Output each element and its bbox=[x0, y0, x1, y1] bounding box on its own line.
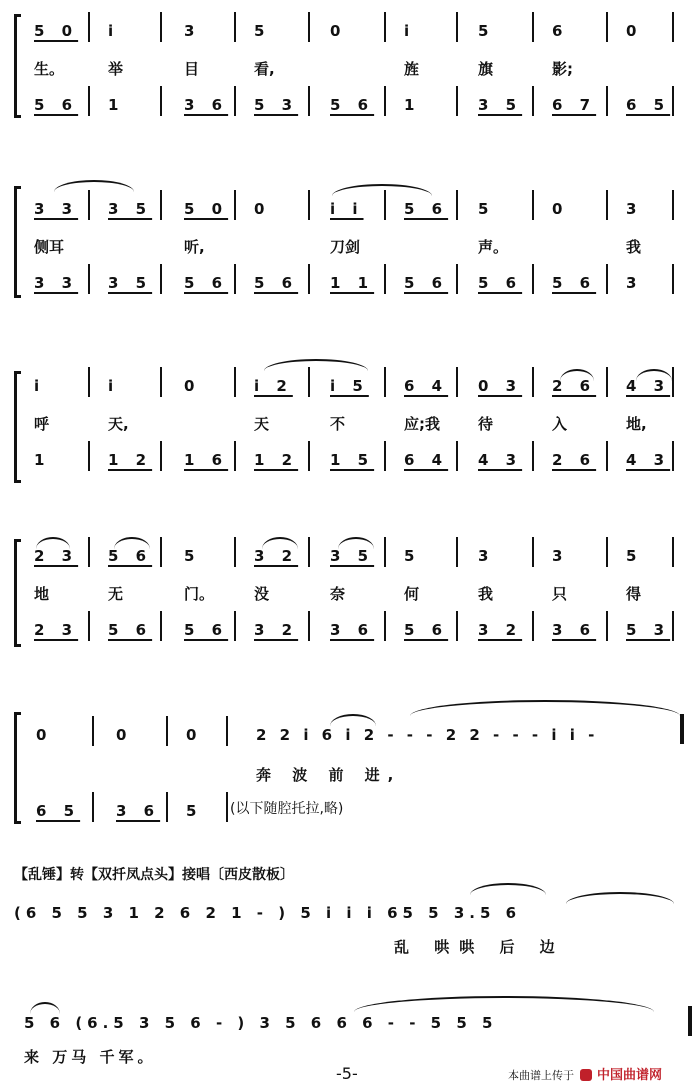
melody-note: 3 5 bbox=[108, 200, 153, 218]
lyric-syllable: 影; bbox=[552, 60, 573, 78]
lyric-syllable: 只 bbox=[552, 585, 568, 603]
accompaniment-note: 1 2 bbox=[254, 451, 299, 469]
accompaniment-note: 5 6 bbox=[184, 621, 229, 639]
barline bbox=[234, 190, 236, 220]
barline bbox=[88, 190, 90, 220]
barline bbox=[234, 367, 236, 397]
melody-note: 2 3 bbox=[34, 547, 79, 565]
melody-note: 2 6 bbox=[552, 377, 597, 395]
lyric-syllable: 门。 bbox=[184, 585, 215, 603]
barline bbox=[88, 264, 90, 294]
barline bbox=[456, 537, 458, 567]
lyric-syllable: 天 bbox=[254, 415, 270, 433]
accompaniment-note: 6 5 bbox=[626, 96, 671, 114]
section-header: 【乱锤】转【双扦凤点头】接唱〔西皮散板〕 bbox=[14, 867, 294, 883]
melody-note: 5 bbox=[404, 547, 421, 565]
lyric-syllable: 生。 bbox=[34, 60, 65, 78]
lyric-syllable: 待 bbox=[478, 415, 494, 433]
slur bbox=[332, 184, 432, 196]
accompaniment-note: 1 1 bbox=[330, 274, 375, 292]
barline bbox=[532, 537, 534, 567]
barline bbox=[384, 12, 386, 42]
barline bbox=[160, 264, 162, 294]
page-number: -5- bbox=[336, 1064, 358, 1083]
accompaniment-note: 5 6 bbox=[184, 274, 229, 292]
barline bbox=[606, 12, 608, 42]
lyrics-line-7: 来 万马 千军。 bbox=[24, 1048, 157, 1066]
accompaniment-note: 5 6 bbox=[108, 621, 153, 639]
barline bbox=[672, 367, 674, 397]
lyric-syllable: 我 bbox=[478, 585, 494, 603]
barline bbox=[532, 12, 534, 42]
lyric-syllable: 呼 bbox=[34, 415, 50, 433]
slur bbox=[54, 180, 134, 192]
melody-note: 3 bbox=[626, 200, 643, 218]
accompaniment-note: 4 3 bbox=[626, 451, 671, 469]
barline bbox=[88, 611, 90, 641]
accompaniment-note: 1 6 bbox=[184, 451, 229, 469]
lyric-syllable: 何 bbox=[404, 585, 420, 603]
melody-note: 0 bbox=[330, 22, 347, 40]
melody-note: 0 bbox=[552, 200, 569, 218]
melody-note: 0 bbox=[36, 726, 53, 744]
melody-note: 0 bbox=[184, 377, 201, 395]
barline bbox=[88, 537, 90, 567]
accompaniment-note: 3 2 bbox=[478, 621, 523, 639]
barline bbox=[606, 190, 608, 220]
barline bbox=[160, 190, 162, 220]
barline bbox=[226, 716, 228, 746]
melody-note: 0 bbox=[116, 726, 133, 744]
lyric-syllable: 没 bbox=[254, 585, 270, 603]
slur bbox=[264, 359, 368, 371]
lyric-syllable: 侧耳 bbox=[34, 238, 65, 256]
barline bbox=[456, 190, 458, 220]
melody-note: i 5 bbox=[330, 377, 369, 395]
barline bbox=[88, 441, 90, 471]
accompaniment-note: 2 3 bbox=[34, 621, 79, 639]
barline bbox=[160, 611, 162, 641]
accompaniment-note: 3 6 bbox=[552, 621, 597, 639]
accompaniment-note: 5 6 bbox=[330, 96, 375, 114]
barline bbox=[532, 611, 534, 641]
accompaniment-note: 1 bbox=[108, 96, 125, 114]
barline bbox=[384, 367, 386, 397]
barline bbox=[160, 12, 162, 42]
barline bbox=[308, 12, 310, 42]
melody-note: i bbox=[404, 22, 416, 40]
accompaniment-note: 3 5 bbox=[108, 274, 153, 292]
lyrics-line-6: 乱 哄哄 后 边 bbox=[394, 938, 565, 956]
slur bbox=[30, 1002, 60, 1014]
lyric-syllable: 听, bbox=[184, 238, 205, 256]
slur bbox=[354, 996, 654, 1012]
melody-note: 0 3 bbox=[478, 377, 523, 395]
barline bbox=[234, 12, 236, 42]
accompaniment-note: 2 6 bbox=[552, 451, 597, 469]
accompaniment-note: 5 6 bbox=[404, 274, 449, 292]
barline bbox=[606, 537, 608, 567]
melody-note: i bbox=[108, 22, 120, 40]
lyric-syllable: 地, bbox=[626, 415, 647, 433]
barline bbox=[456, 86, 458, 116]
melody-line-6: (6 5 5 3 1 2 6 2 1 - ) 5 i i i 65 5 3.5 6 bbox=[14, 904, 522, 922]
melody-note: i bbox=[34, 377, 46, 395]
barline bbox=[532, 367, 534, 397]
barline bbox=[308, 86, 310, 116]
accompaniment-note: 4 3 bbox=[478, 451, 523, 469]
lyric-syllable: 看, bbox=[254, 60, 275, 78]
system-bracket bbox=[14, 539, 17, 647]
melody-note: 0 bbox=[254, 200, 271, 218]
barline bbox=[234, 441, 236, 471]
barline bbox=[672, 537, 674, 567]
accompaniment-note: 6 7 bbox=[552, 96, 597, 114]
accompaniment-note: 3 6 bbox=[116, 802, 161, 820]
barline bbox=[456, 367, 458, 397]
barline bbox=[606, 264, 608, 294]
barline bbox=[606, 611, 608, 641]
melody-note: 0 bbox=[186, 726, 203, 744]
melody-note: 3 bbox=[184, 22, 201, 40]
barline bbox=[672, 441, 674, 471]
accompaniment-note: 3 2 bbox=[254, 621, 299, 639]
melody-note: 0 bbox=[626, 22, 643, 40]
lyric-syllable: 声。 bbox=[478, 238, 509, 256]
barline bbox=[160, 537, 162, 567]
lyric-syllable: 应;我 bbox=[404, 415, 440, 433]
melody-note: 5 0 bbox=[34, 22, 79, 40]
system-bracket bbox=[14, 712, 17, 824]
barline bbox=[672, 86, 674, 116]
barline bbox=[308, 367, 310, 397]
barline bbox=[672, 190, 674, 220]
accompaniment-note: 3 6 bbox=[184, 96, 229, 114]
barline bbox=[88, 367, 90, 397]
melody-note: i 2 bbox=[254, 377, 293, 395]
barline bbox=[384, 537, 386, 567]
melody-note: 6 4 bbox=[404, 377, 449, 395]
melody-note: 5 bbox=[254, 22, 271, 40]
barline bbox=[456, 264, 458, 294]
lyric-syllable: 举 bbox=[108, 60, 124, 78]
barline bbox=[234, 611, 236, 641]
lyric-syllable: 入 bbox=[552, 415, 568, 433]
footer-site-name: 中国曲谱网 bbox=[597, 1068, 663, 1083]
melody-note: 3 bbox=[552, 547, 569, 565]
barline bbox=[166, 716, 168, 746]
melody-note: 5 6 bbox=[404, 200, 449, 218]
accompaniment-note: 1 5 bbox=[330, 451, 375, 469]
barline bbox=[672, 611, 674, 641]
barline bbox=[234, 86, 236, 116]
melody-line-7: 5 6 (6.5 3 5 6 - ) 3 5 6 6 6 - - 5 5 5 bbox=[24, 1014, 498, 1032]
system-bracket bbox=[14, 186, 17, 298]
barline bbox=[532, 190, 534, 220]
barline bbox=[92, 716, 94, 746]
barline bbox=[308, 441, 310, 471]
barline bbox=[384, 190, 386, 220]
barline bbox=[606, 441, 608, 471]
accompaniment-note: 1 bbox=[34, 451, 51, 469]
accompaniment-note: 5 bbox=[186, 802, 203, 820]
lyric-syllable: 得 bbox=[626, 585, 642, 603]
lyric-syllable: 目 bbox=[184, 60, 200, 78]
melody-note: 5 bbox=[626, 547, 643, 565]
accompaniment-note: 5 6 bbox=[552, 274, 597, 292]
melody-note: 5 6 bbox=[108, 547, 153, 565]
barline bbox=[532, 264, 534, 294]
melody-note: 5 bbox=[184, 547, 201, 565]
barline bbox=[160, 367, 162, 397]
barline bbox=[672, 12, 674, 42]
barline bbox=[92, 792, 94, 822]
slur bbox=[410, 700, 680, 716]
barline bbox=[160, 441, 162, 471]
barline bbox=[606, 367, 608, 397]
melody-note: 5 0 bbox=[184, 200, 229, 218]
barline bbox=[234, 264, 236, 294]
lyrics-line: 奔 波 前 进, bbox=[256, 766, 402, 784]
lyric-syllable: 天, bbox=[108, 415, 129, 433]
melody-note: 3 2 bbox=[254, 547, 299, 565]
system-bracket bbox=[14, 371, 17, 483]
barline bbox=[308, 264, 310, 294]
lyric-syllable: 地 bbox=[34, 585, 50, 603]
barline bbox=[456, 12, 458, 42]
accompaniment-note: 3 bbox=[626, 274, 643, 292]
lyric-syllable: 旗 bbox=[478, 60, 494, 78]
melody-note: 5 bbox=[478, 22, 495, 40]
barline bbox=[308, 537, 310, 567]
accompaniment-note: 5 6 bbox=[478, 274, 523, 292]
barline bbox=[166, 792, 168, 822]
barline bbox=[88, 86, 90, 116]
barline bbox=[680, 714, 684, 744]
accompaniment-note: 3 5 bbox=[478, 96, 523, 114]
slur bbox=[566, 892, 674, 904]
barline bbox=[532, 441, 534, 471]
system-bracket bbox=[14, 14, 17, 118]
accompaniment-note: 5 3 bbox=[254, 96, 299, 114]
accompaniment-note: 1 bbox=[404, 96, 421, 114]
lyric-syllable: 旌 bbox=[404, 60, 420, 78]
melody-note: 5 bbox=[478, 200, 495, 218]
barline bbox=[384, 611, 386, 641]
barline bbox=[532, 86, 534, 116]
melody-note: 4 3 bbox=[626, 377, 671, 395]
accompaniment-note: 6 5 bbox=[36, 802, 81, 820]
barline bbox=[384, 441, 386, 471]
accompaniment-note: 5 3 bbox=[626, 621, 671, 639]
free-rhythm-melody: 2 2 i 6 i 2 - - - 2 2 - - - i i - bbox=[256, 726, 599, 744]
accompaniment-note: 3 6 bbox=[330, 621, 375, 639]
accompaniment-note: 6 4 bbox=[404, 451, 449, 469]
barline bbox=[308, 190, 310, 220]
footer-credit bbox=[508, 1064, 662, 1083]
barline bbox=[160, 86, 162, 116]
accompaniment-note: (以下随腔托拉,略) bbox=[230, 801, 344, 817]
barline bbox=[688, 1006, 692, 1036]
melody-note: 3 bbox=[478, 547, 495, 565]
barline bbox=[606, 86, 608, 116]
barline bbox=[234, 537, 236, 567]
lyric-syllable: 无 bbox=[108, 585, 124, 603]
accompaniment-note: 5 6 bbox=[34, 96, 79, 114]
barline bbox=[456, 611, 458, 641]
barline bbox=[226, 792, 228, 822]
slur bbox=[470, 883, 546, 895]
barline bbox=[308, 611, 310, 641]
lyric-syllable: 刀剑 bbox=[330, 238, 361, 256]
lyric-syllable: 不 bbox=[330, 415, 346, 433]
site-logo-icon bbox=[580, 1069, 592, 1081]
barline bbox=[384, 264, 386, 294]
accompaniment-note: 5 6 bbox=[254, 274, 299, 292]
accompaniment-note: 5 6 bbox=[404, 621, 449, 639]
barline bbox=[384, 86, 386, 116]
accompaniment-note: 1 2 bbox=[108, 451, 153, 469]
barline bbox=[88, 12, 90, 42]
footer-text: 本曲谱上传于 bbox=[508, 1069, 574, 1082]
melody-note: 3 3 bbox=[34, 200, 79, 218]
melody-note: 6 bbox=[552, 22, 569, 40]
accompaniment-note: 3 3 bbox=[34, 274, 79, 292]
melody-note: 3 5 bbox=[330, 547, 375, 565]
lyric-syllable: 奈 bbox=[330, 585, 346, 603]
barline bbox=[672, 264, 674, 294]
lyric-syllable: 我 bbox=[626, 238, 642, 256]
barline bbox=[456, 441, 458, 471]
melody-note: i i bbox=[330, 200, 364, 218]
slur bbox=[330, 714, 376, 726]
melody-note: i bbox=[108, 377, 120, 395]
